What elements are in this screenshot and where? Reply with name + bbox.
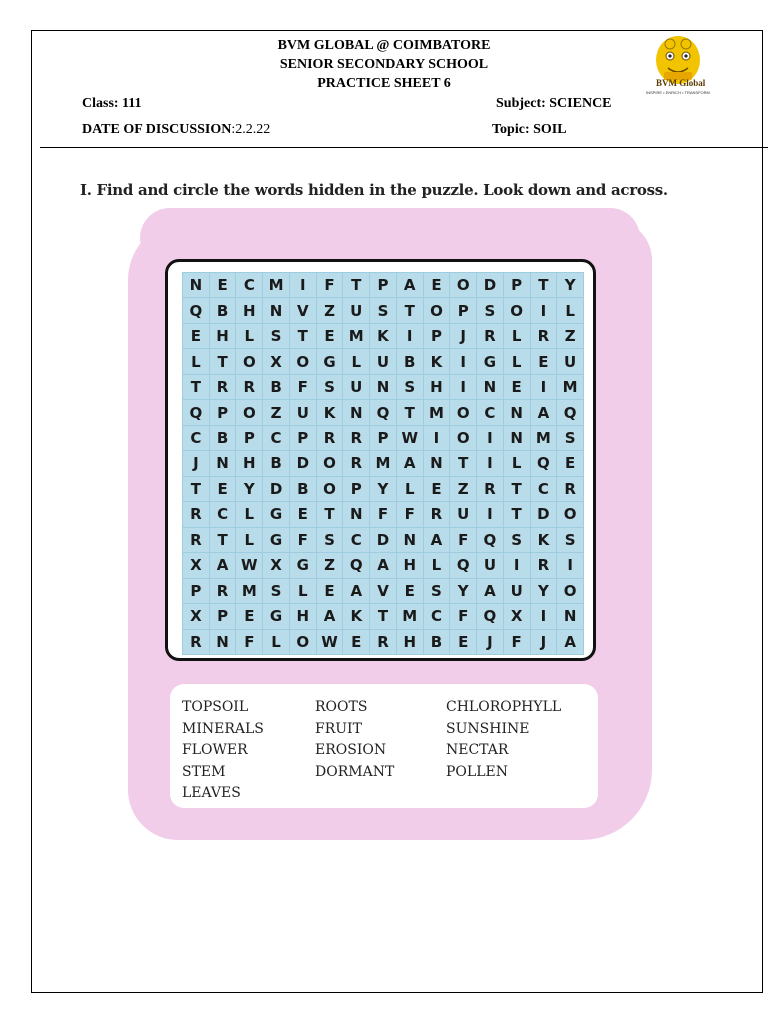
puzzle-cell[interactable]: I <box>424 426 450 450</box>
word-list-item: NECTAR <box>446 742 509 758</box>
puzzle-cell[interactable]: C <box>210 502 236 526</box>
puzzle-cell[interactable]: I <box>450 349 476 373</box>
puzzle-cell[interactable]: S <box>557 528 583 552</box>
puzzle-cell[interactable]: Y <box>531 579 557 603</box>
puzzle-cell[interactable]: F <box>504 630 530 654</box>
puzzle-cell[interactable]: F <box>370 502 396 526</box>
puzzle-cell[interactable]: V <box>370 579 396 603</box>
puzzle-cell[interactable]: B <box>263 375 289 399</box>
puzzle-cell[interactable]: A <box>317 604 343 628</box>
puzzle-cell[interactable]: H <box>424 375 450 399</box>
word-list-item: TOPSOIL <box>182 699 249 715</box>
puzzle-cell[interactable]: I <box>504 553 530 577</box>
puzzle-cell[interactable]: A <box>424 528 450 552</box>
puzzle-cell[interactable]: U <box>343 375 369 399</box>
puzzle-cell[interactable]: A <box>531 400 557 424</box>
puzzle-cell[interactable]: M <box>557 375 583 399</box>
puzzle-cell[interactable]: A <box>397 451 423 475</box>
puzzle-cell[interactable]: P <box>450 298 476 322</box>
puzzle-cell[interactable]: P <box>290 426 316 450</box>
puzzle-cell[interactable]: T <box>317 502 343 526</box>
puzzle-cell[interactable]: B <box>210 426 236 450</box>
puzzle-cell[interactable]: P <box>370 273 396 297</box>
class-label: Class: 111 <box>82 96 142 111</box>
puzzle-cell[interactable]: F <box>397 502 423 526</box>
puzzle-cell[interactable]: D <box>263 477 289 501</box>
puzzle-cell[interactable]: I <box>477 426 503 450</box>
puzzle-cell[interactable]: C <box>343 528 369 552</box>
puzzle-cell[interactable]: R <box>531 324 557 348</box>
puzzle-cell[interactable]: T <box>397 298 423 322</box>
date-of-discussion <box>82 122 270 138</box>
puzzle-cell[interactable]: Z <box>263 400 289 424</box>
puzzle-cell[interactable]: X <box>504 604 530 628</box>
puzzle-cell[interactable]: C <box>424 604 450 628</box>
puzzle-cell[interactable]: P <box>183 579 209 603</box>
puzzle-cell[interactable]: P <box>424 324 450 348</box>
puzzle-cell[interactable]: Y <box>370 477 396 501</box>
puzzle-cell[interactable]: T <box>504 477 530 501</box>
puzzle-cell[interactable]: H <box>236 451 262 475</box>
puzzle-cell[interactable]: W <box>397 426 423 450</box>
puzzle-cell[interactable]: E <box>504 375 530 399</box>
puzzle-cell[interactable]: J <box>183 451 209 475</box>
puzzle-cell[interactable]: T <box>397 400 423 424</box>
puzzle-cell[interactable]: K <box>424 349 450 373</box>
puzzle-cell[interactable]: N <box>370 375 396 399</box>
puzzle-cell[interactable]: F <box>450 528 476 552</box>
school-name: BVM GLOBAL @ COIMBATORE <box>277 38 491 53</box>
puzzle-cell[interactable]: S <box>370 298 396 322</box>
puzzle-cell[interactable]: P <box>210 604 236 628</box>
word-list-column-1 <box>182 697 264 805</box>
puzzle-cell[interactable]: I <box>477 502 503 526</box>
puzzle-cell[interactable]: Y <box>450 579 476 603</box>
puzzle-cell[interactable]: P <box>343 477 369 501</box>
puzzle-cell[interactable]: E <box>317 324 343 348</box>
puzzle-cell[interactable]: S <box>397 375 423 399</box>
puzzle-cell[interactable]: D <box>290 451 316 475</box>
puzzle-cell[interactable]: C <box>477 400 503 424</box>
puzzle-cell[interactable]: U <box>504 579 530 603</box>
puzzle-cell[interactable]: O <box>236 349 262 373</box>
puzzle-cell[interactable]: Q <box>183 298 209 322</box>
puzzle-cell[interactable]: N <box>424 451 450 475</box>
puzzle-cell[interactable]: A <box>210 553 236 577</box>
puzzle-cell[interactable]: H <box>397 630 423 654</box>
puzzle-cell[interactable]: L <box>424 553 450 577</box>
puzzle-cell[interactable]: A <box>370 553 396 577</box>
puzzle-cell[interactable]: I <box>531 375 557 399</box>
word-list-column-3 <box>446 697 561 783</box>
puzzle-cell[interactable]: L <box>290 579 316 603</box>
puzzle-cell[interactable]: L <box>397 477 423 501</box>
puzzle-cell[interactable]: U <box>557 349 583 373</box>
puzzle-cell[interactable]: I <box>531 298 557 322</box>
puzzle-cell[interactable]: L <box>557 298 583 322</box>
puzzle-cell[interactable]: J <box>450 324 476 348</box>
puzzle-cell[interactable]: R <box>236 375 262 399</box>
puzzle-cell[interactable]: A <box>397 273 423 297</box>
word-list-item: CHLOROPHYLL <box>446 699 562 715</box>
puzzle-cell[interactable]: N <box>210 451 236 475</box>
puzzle-cell[interactable]: L <box>183 349 209 373</box>
puzzle-cell[interactable]: E <box>317 579 343 603</box>
puzzle-cell[interactable]: N <box>504 400 530 424</box>
puzzle-cell[interactable]: N <box>210 630 236 654</box>
header-divider <box>40 147 768 148</box>
school-logo-icon <box>626 34 730 98</box>
puzzle-cell[interactable]: V <box>290 298 316 322</box>
puzzle-cell[interactable]: E <box>290 502 316 526</box>
puzzle-cell[interactable]: E <box>210 477 236 501</box>
puzzle-cell[interactable]: B <box>397 349 423 373</box>
logo-wordmark: BVM Global <box>656 78 706 88</box>
puzzle-cell[interactable]: L <box>343 349 369 373</box>
puzzle-cell[interactable]: M <box>343 324 369 348</box>
puzzle-cell[interactable]: H <box>290 604 316 628</box>
puzzle-cell[interactable]: E <box>397 579 423 603</box>
puzzle-cell[interactable]: P <box>210 400 236 424</box>
word-list-item: ROOTS <box>315 699 368 715</box>
word-list-column-2 <box>315 697 394 783</box>
topic-label: Topic: SOIL <box>492 122 567 137</box>
puzzle-cell[interactable]: L <box>504 349 530 373</box>
puzzle-cell[interactable]: F <box>290 375 316 399</box>
puzzle-cell[interactable]: E <box>557 451 583 475</box>
puzzle-cell[interactable]: Q <box>477 604 503 628</box>
word-list-item: EROSION <box>315 742 387 758</box>
puzzle-cell[interactable]: S <box>504 528 530 552</box>
puzzle-cell[interactable]: P <box>504 273 530 297</box>
puzzle-cell[interactable]: T <box>504 502 530 526</box>
puzzle-cell[interactable]: Z <box>317 298 343 322</box>
puzzle-cell[interactable]: S <box>557 426 583 450</box>
puzzle-cell[interactable]: I <box>397 324 423 348</box>
puzzle-cell[interactable]: Y <box>557 273 583 297</box>
puzzle-cell[interactable]: M <box>397 604 423 628</box>
puzzle-cell[interactable]: N <box>477 375 503 399</box>
puzzle-cell[interactable]: Q <box>450 553 476 577</box>
puzzle-cell[interactable]: F <box>317 273 343 297</box>
puzzle-cell[interactable]: S <box>263 579 289 603</box>
puzzle-cell[interactable]: I <box>290 273 316 297</box>
puzzle-cell[interactable]: X <box>183 604 209 628</box>
puzzle-cell[interactable]: R <box>477 477 503 501</box>
puzzle-cell[interactable]: U <box>370 349 396 373</box>
puzzle-cell[interactable]: O <box>290 630 316 654</box>
puzzle-cell[interactable]: R <box>183 630 209 654</box>
puzzle-cell[interactable]: F <box>290 528 316 552</box>
puzzle-cell[interactable]: T <box>210 349 236 373</box>
puzzle-cell[interactable]: T <box>183 477 209 501</box>
puzzle-cell[interactable]: P <box>236 426 262 450</box>
word-list-item: SUNSHINE <box>446 720 530 737</box>
puzzle-cell[interactable]: O <box>236 400 262 424</box>
puzzle-cell[interactable]: N <box>504 426 530 450</box>
puzzle-cell[interactable]: E <box>424 273 450 297</box>
puzzle-cell[interactable]: M <box>236 579 262 603</box>
puzzle-cell[interactable]: U <box>290 400 316 424</box>
puzzle-cell[interactable]: S <box>424 579 450 603</box>
puzzle-cell[interactable]: M <box>370 451 396 475</box>
puzzle-cell[interactable]: N <box>557 604 583 628</box>
puzzle-cell[interactable]: D <box>370 528 396 552</box>
puzzle-cell[interactable]: H <box>236 298 262 322</box>
puzzle-cell[interactable]: Q <box>477 528 503 552</box>
puzzle-cell[interactable]: Q <box>183 400 209 424</box>
puzzle-cell[interactable]: S <box>317 528 343 552</box>
puzzle-cell[interactable]: K <box>370 324 396 348</box>
puzzle-cell[interactable]: N <box>343 502 369 526</box>
puzzle-cell[interactable]: I <box>450 375 476 399</box>
puzzle-cell[interactable]: O <box>450 273 476 297</box>
puzzle-cell[interactable]: B <box>263 451 289 475</box>
puzzle-cell[interactable]: J <box>531 630 557 654</box>
puzzle-cell[interactable]: G <box>290 553 316 577</box>
school-subtitle: SENIOR SECONDARY SCHOOL <box>279 57 489 72</box>
puzzle-cell[interactable]: E <box>236 604 262 628</box>
puzzle-cell[interactable]: T <box>450 451 476 475</box>
subject-label: Subject: SCIENCE <box>496 96 612 111</box>
puzzle-cell[interactable]: L <box>236 528 262 552</box>
puzzle-cell[interactable]: E <box>450 630 476 654</box>
puzzle-cell[interactable]: Z <box>317 553 343 577</box>
puzzle-cell[interactable]: C <box>263 426 289 450</box>
puzzle-cell[interactable]: B <box>424 630 450 654</box>
word-list-item: POLLEN <box>446 763 508 780</box>
puzzle-cell[interactable]: T <box>531 273 557 297</box>
puzzle-cell[interactable]: T <box>343 273 369 297</box>
word-list-item: STEM <box>182 763 226 780</box>
puzzle-cell[interactable]: J <box>477 630 503 654</box>
puzzle-cell[interactable]: B <box>290 477 316 501</box>
word-search-frame <box>165 259 596 661</box>
puzzle-cell[interactable]: G <box>263 604 289 628</box>
puzzle-cell[interactable]: T <box>210 528 236 552</box>
puzzle-cell[interactable]: R <box>557 477 583 501</box>
puzzle-cell[interactable]: R <box>317 426 343 450</box>
puzzle-cell[interactable]: X <box>263 349 289 373</box>
puzzle-cell[interactable]: O <box>290 349 316 373</box>
puzzle-cell[interactable]: G <box>263 502 289 526</box>
puzzle-cell[interactable]: T <box>370 604 396 628</box>
question-instruction: I. Find and circle the words hidden in the puzzle. Look down and across. <box>80 181 668 199</box>
puzzle-cell[interactable]: S <box>477 298 503 322</box>
puzzle-cell[interactable]: U <box>450 502 476 526</box>
puzzle-cell[interactable]: I <box>477 451 503 475</box>
puzzle-cell[interactable]: R <box>183 502 209 526</box>
puzzle-cell[interactable]: H <box>210 324 236 348</box>
date-label: DATE OF DISCUSSION <box>82 122 232 137</box>
puzzle-cell[interactable]: O <box>557 579 583 603</box>
puzzle-cell[interactable]: C <box>531 477 557 501</box>
puzzle-cell[interactable]: N <box>263 298 289 322</box>
puzzle-cell[interactable]: I <box>557 553 583 577</box>
puzzle-cell[interactable]: L <box>236 502 262 526</box>
puzzle-cell[interactable]: R <box>183 528 209 552</box>
word-list-item: LEAVES <box>182 785 241 801</box>
puzzle-cell[interactable]: A <box>343 579 369 603</box>
logo-tagline: INSPIRE • ENRICH • TRANSFORM <box>646 90 710 95</box>
puzzle-cell[interactable]: R <box>477 324 503 348</box>
puzzle-cell[interactable]: N <box>397 528 423 552</box>
puzzle-cell[interactable]: L <box>504 451 530 475</box>
puzzle-cell[interactable]: O <box>450 426 476 450</box>
puzzle-cell[interactable]: E <box>210 273 236 297</box>
puzzle-cell[interactable]: M <box>263 273 289 297</box>
puzzle-cell[interactable]: F <box>236 630 262 654</box>
puzzle-cell[interactable]: O <box>317 451 343 475</box>
puzzle-cell[interactable]: H <box>397 553 423 577</box>
puzzle-cell[interactable]: R <box>210 579 236 603</box>
puzzle-cell[interactable]: X <box>263 553 289 577</box>
puzzle-cell[interactable]: Z <box>450 477 476 501</box>
puzzle-cell[interactable]: W <box>317 630 343 654</box>
puzzle-cell[interactable]: L <box>263 630 289 654</box>
puzzle-cell[interactable]: T <box>183 375 209 399</box>
puzzle-cell[interactable]: D <box>477 273 503 297</box>
puzzle-cell[interactable]: W <box>236 553 262 577</box>
puzzle-cell[interactable]: R <box>424 502 450 526</box>
puzzle-cell[interactable]: C <box>236 273 262 297</box>
puzzle-cell[interactable]: R <box>531 553 557 577</box>
puzzle-cell[interactable]: R <box>343 426 369 450</box>
word-list-item: FLOWER <box>182 742 248 758</box>
puzzle-cell[interactable]: O <box>424 298 450 322</box>
puzzle-cell[interactable]: S <box>317 375 343 399</box>
puzzle-cell[interactable]: T <box>290 324 316 348</box>
puzzle-cell[interactable]: M <box>424 400 450 424</box>
puzzle-cell[interactable]: Y <box>236 477 262 501</box>
puzzle-cell[interactable]: E <box>343 630 369 654</box>
puzzle-cell[interactable]: R <box>370 630 396 654</box>
puzzle-cell[interactable]: L <box>504 324 530 348</box>
puzzle-cell[interactable]: G <box>263 528 289 552</box>
puzzle-cell[interactable]: C <box>183 426 209 450</box>
puzzle-cell[interactable]: N <box>183 273 209 297</box>
puzzle-cell[interactable]: P <box>370 426 396 450</box>
sheet-title: PRACTICE SHEET 6 <box>317 76 451 91</box>
word-search-grid <box>182 272 584 655</box>
word-list-item: FRUIT <box>315 720 362 737</box>
puzzle-cell[interactable]: F <box>450 604 476 628</box>
date-value: :2.2.22 <box>231 122 271 137</box>
puzzle-cell[interactable]: M <box>531 426 557 450</box>
puzzle-cell[interactable]: A <box>557 630 583 654</box>
puzzle-cell[interactable]: L <box>236 324 262 348</box>
puzzle-cell[interactable]: E <box>183 324 209 348</box>
puzzle-cell[interactable]: Q <box>531 451 557 475</box>
puzzle-cell[interactable]: A <box>477 579 503 603</box>
puzzle-cell[interactable]: R <box>343 451 369 475</box>
puzzle-cell[interactable]: Q <box>557 400 583 424</box>
puzzle-cell[interactable]: K <box>343 604 369 628</box>
puzzle-cell[interactable]: G <box>477 349 503 373</box>
puzzle-cell[interactable]: O <box>317 477 343 501</box>
puzzle-cell[interactable]: E <box>531 349 557 373</box>
puzzle-cell[interactable]: K <box>531 528 557 552</box>
puzzle-cell[interactable]: U <box>343 298 369 322</box>
puzzle-cell[interactable]: Q <box>343 553 369 577</box>
puzzle-cell[interactable]: Q <box>370 400 396 424</box>
puzzle-cell[interactable]: S <box>263 324 289 348</box>
puzzle-cell[interactable]: B <box>210 298 236 322</box>
puzzle-cell[interactable]: O <box>504 298 530 322</box>
puzzle-cell[interactable]: I <box>531 604 557 628</box>
puzzle-cell[interactable]: U <box>477 553 503 577</box>
puzzle-cell[interactable]: O <box>450 400 476 424</box>
puzzle-cell[interactable]: D <box>531 502 557 526</box>
puzzle-cell[interactable]: E <box>424 477 450 501</box>
puzzle-cell[interactable]: R <box>210 375 236 399</box>
puzzle-cell[interactable]: O <box>557 502 583 526</box>
word-list-item: MINERALS <box>182 720 264 737</box>
puzzle-cell[interactable]: G <box>317 349 343 373</box>
puzzle-cell[interactable]: X <box>183 553 209 577</box>
word-list-item: DORMANT <box>315 763 395 780</box>
puzzle-cell[interactable]: N <box>343 400 369 424</box>
puzzle-cell[interactable]: K <box>317 400 343 424</box>
puzzle-cell[interactable]: Z <box>557 324 583 348</box>
